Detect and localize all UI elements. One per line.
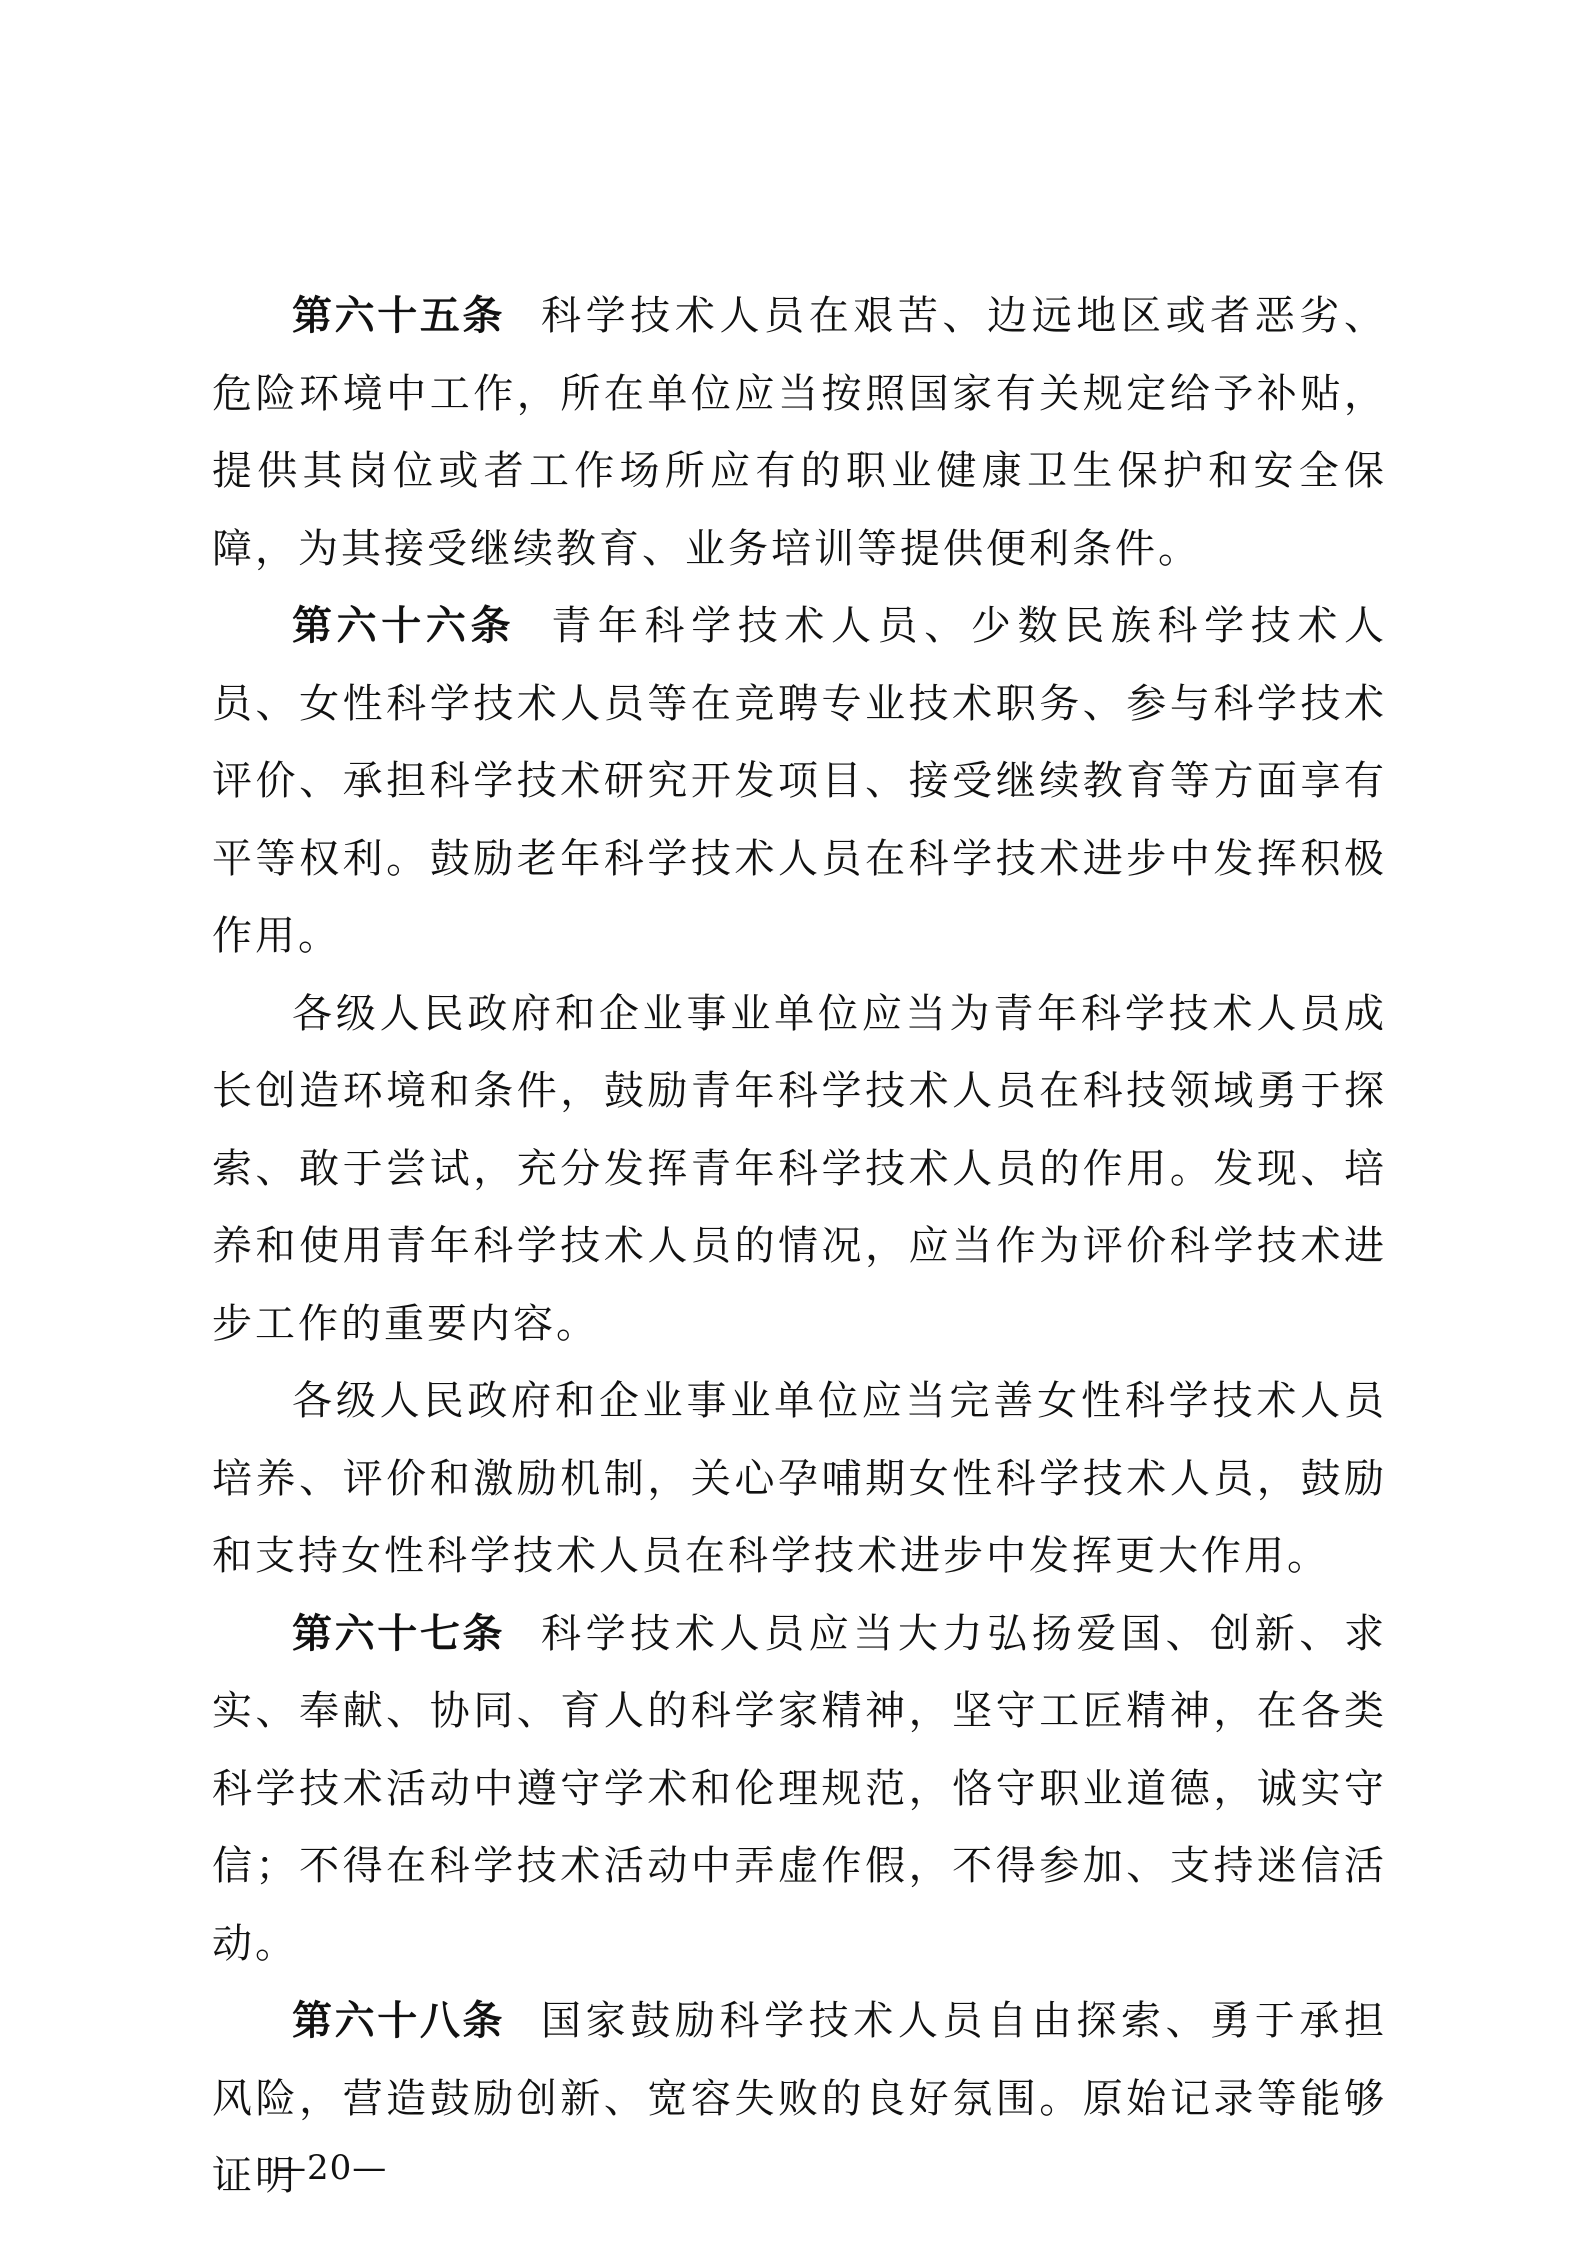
paragraph-text: 各级人民政府和企业事业单位应当完善女性科学技术人员培养、评价和激励机制，关心孕哺期女性科学技术人员，鼓励和支持女性科学技术人员在科学技术进步中发挥更大作用。 bbox=[212, 1378, 1387, 1579]
article-66-youth-paragraph bbox=[212, 976, 1387, 1364]
document-body bbox=[212, 278, 1387, 2216]
article-number: 第六十七条 bbox=[292, 1610, 506, 1657]
article-66-women-paragraph bbox=[212, 1363, 1387, 1596]
article-68-paragraph bbox=[212, 1983, 1387, 2216]
article-number: 第六十八条 bbox=[292, 1998, 506, 2044]
article-65-paragraph bbox=[212, 278, 1387, 588]
page-number: —20— bbox=[272, 2148, 388, 2188]
paragraph-text: 科学技术人员在艰苦、边远地区或者恶劣、危险环境中工作，所在单位应当按照国家有关规定给予补贴，提供其岗位或者工作场所应有的职业健康卫生保护和安全保障，为其接受继续教育、业务培训等提供便利条件。 bbox=[212, 293, 1388, 572]
article-number: 第六十五条 bbox=[292, 293, 506, 339]
article-67-paragraph bbox=[212, 1596, 1387, 1984]
paragraph-text: 科学技术人员应当大力弘扬爱国、创新、求实、奉献、协同、育人的科学家精神，坚守工匠精神，在各类科学技术活动中遵守学术和伦理规范，恪守职业道德，诚实守信；不得在科学技术活动中弄虚作假，不得参加、支持迷信活动。 bbox=[212, 1610, 1388, 1967]
paragraph-text: 各级人民政府和企业事业单位应当为青年科学技术人员成长创造环境和条件，鼓励青年科学技术人员在科技领域勇于探索、敢于尝试，充分发挥青年科学技术人员的作用。发现、培养和使用青年科学技术人员的情况，应当作为评价科学技术进步工作的重要内容。 bbox=[212, 990, 1387, 1347]
paragraph-text: 青年科学技术人员、少数民族科学技术人员、女性科学技术人员等在竞聘专业技术职务、参与科学技术评价、承担科学技术研究开发项目、接受继续教育等方面享有平等权利。鼓励老年科学技术人员在科学技术进步中发挥积极作用。 bbox=[212, 603, 1388, 959]
paragraph-text: 国家鼓励科学技术人员自由探索、勇于承担风险，营造鼓励创新、宽容失败的良好氛围。原始记录等能够证明 bbox=[212, 1998, 1388, 2199]
article-number: 第六十六条 bbox=[292, 603, 516, 649]
article-66-paragraph bbox=[212, 588, 1387, 976]
